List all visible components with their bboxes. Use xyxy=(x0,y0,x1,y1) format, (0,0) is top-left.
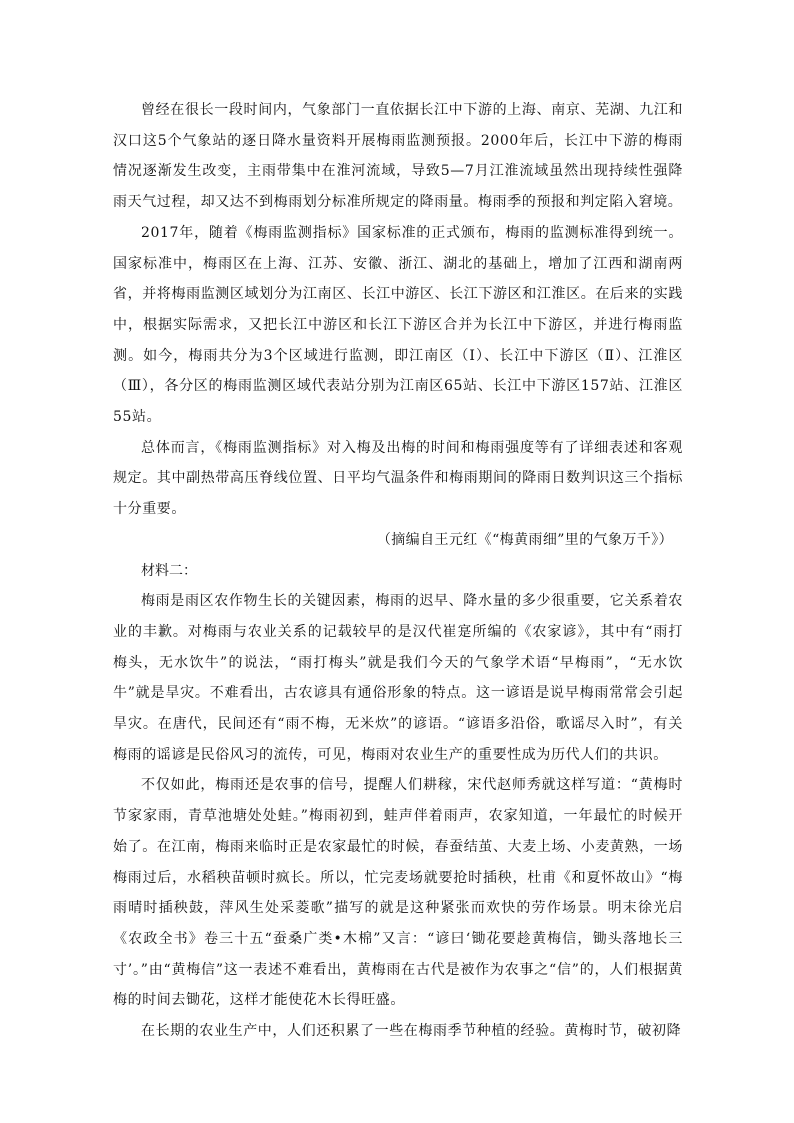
paragraph-6: 在长期的农业生产中，人们还积累了一些在梅雨季节种植的经验。黄梅时节，破初降 xyxy=(141,1023,682,1040)
paragraph-1: 曾经在很长一段时间内，气象部门一直依据长江中下游的上海、南京、芜湖、九江和汉口这5个气象站的逐日降水量资料开展梅雨监测预报。2000年后，长江中下游的梅雨情况逐渐发生改变，主雨带集中在淮河流域，导致5—7月江淮流域虽然出现持续性强降雨天气过程，却又达不到梅雨划分标准所规定的降雨量。梅雨季的预报和判定陷入窘境。 xyxy=(113,102,683,211)
paragraph-4: 梅雨是雨区农作物生长的关键因素，梅雨的迟早、降水量的多少很重要，它关系着农业的丰歉。对梅雨与农业关系的记载较早的是汉代崔寔所编的《农家谚》，其中有“雨打梅头，无水饮牛”的说法，“雨打梅头”就是我们今天的气象学术语“早梅雨”，“无水饮牛”就是旱灾。不难看出，古农谚具有通俗形象的特点。这一谚语是说早梅雨常常会引起旱灾。在唐代，民间还有“雨不梅，无米炊”的谚语。“谚语多沿俗，歌谣尽入时”，有关梅雨的谣谚是民俗风习的流传，可见，梅雨对农业生产的重要性成为历代人们的共识。 xyxy=(113,593,683,763)
paragraph-2: 2017年，随着《梅雨监测指标》国家标准的正式颁布，梅雨的监测标准得到统一。国家标准中，梅雨区在上海、江苏、安徽、浙江、湖北的基础上，增加了江西和湖南两省，并将梅雨监测区域划分为江南区、长江中游区、长江下游区和江淮区。在后来的实践中，根据实际需求，又把长江中游区和长江下游区合并为长江中下游区，并进行梅雨监测。如今，梅雨共分为3个区域进行监测，即江南区（Ⅰ）、长江中下游区（Ⅱ）、江淮区（Ⅲ），各分区的梅雨监测区域代表站分别为江南区65站、长江中下游区157站、江淮区55站。 xyxy=(113,224,683,426)
paragraph-3: 总体而言，《梅雨监测指标》对入梅及出梅的时间和梅雨强度等有了详细表述和客观规定。其中副热带高压脊线位置、日平均气温条件和梅雨期间的降雨日数判识这三个指标十分重要。 xyxy=(113,439,683,518)
document-page xyxy=(113,95,683,1047)
paragraph-5: 不仅如此，梅雨还是农事的信号，提醒人们耕稼，宋代赵师秀就这样写道：“黄梅时节家家雨，青草池塘处处蛙。”梅雨初到，蛙声伴着雨声，农家知道，一年最忙的时候开始了。在江南，梅雨来临时正是农家最忙的时候，春蚕结茧、大麦上场、小麦黄熟，一场梅雨过后，水稻秧苗顿时疯长。所以，忙完麦场就要抢时插秧，杜甫《和夏怀故山》“梅雨晴时插秧鼓，萍风生处采菱歌”描写的就是这种紧张而欢快的劳作场景。明末徐光启《农政全书》卷三十五“蚕桑广类•木棉”又言：“谚曰‘锄花要趁黄梅信，锄头落地长三寸’。”由“黄梅信”这一表述不难看出，黄梅雨在古代是被作为农事之“信”的，人们根据黄梅的时间去锄花，这样才能使花木长得旺盛。 xyxy=(113,777,683,1009)
material-label: 材料二： xyxy=(141,562,197,579)
source-citation: （摘编自王元红《“梅黄雨细”里的气象万千》） xyxy=(376,531,673,548)
